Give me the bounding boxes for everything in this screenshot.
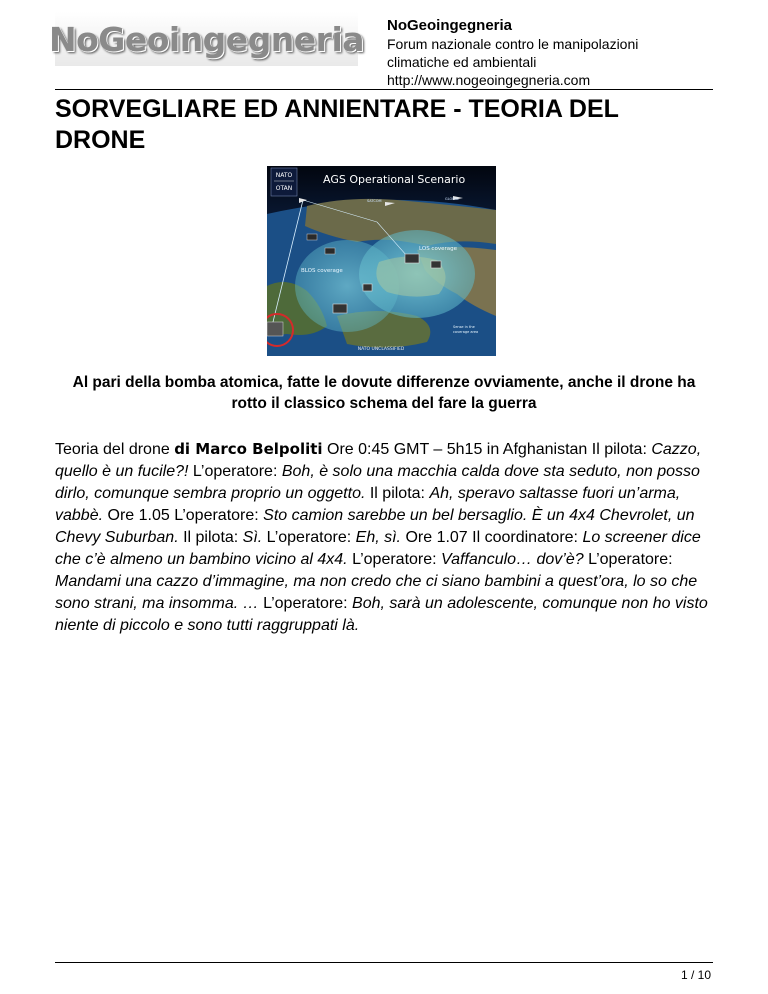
body-text: Ore 1.07 Il coordinatore:	[401, 529, 583, 546]
site-tagline-1: Forum nazionale contro le manipolazioni	[387, 36, 639, 52]
quote: Ah, speravo saltasse fuori un’arma, vabbè.	[55, 485, 681, 524]
quote: Sto camion sarebbe un bel bersaglio. È un 4x4 Chevrolet, un Chevy Suburban.	[55, 507, 695, 546]
figure-label-blos: BLOS coverage	[301, 268, 343, 274]
figure-label-los: LOS coverage	[419, 246, 457, 252]
body-text: L’operatore:	[188, 463, 282, 480]
body-text: L’operatore:	[258, 595, 353, 612]
quote: Cazzo, quello è un fucile?!	[55, 441, 702, 480]
footer-divider	[55, 962, 713, 963]
body-text: Ore 0:45 GMT – 5h15 in Afghanistan Il pilota:	[322, 441, 652, 458]
body-text: Il pilota:	[365, 485, 430, 502]
article-subtitle: Al pari della bomba atomica, fatte le dovute differenze ovviamente, anche il drone ha rotto il classico schema del fare la guerra	[72, 374, 696, 412]
quote: Vaffanculo… dov’è?	[441, 551, 584, 568]
article-title: SORVEGLIARE ED ANNIENTARE - TEORIA DEL DRONE	[55, 95, 619, 154]
body-text: Teoria del drone	[55, 441, 175, 458]
figure-corner-note-1: Sense in the	[453, 325, 475, 329]
quote: Mandami una cazzo d’immagine, ma non credo che ci siano bambini a quest’ora, lo so che sono strani, ma insomma. …	[55, 573, 698, 612]
header-divider	[55, 89, 713, 90]
site-name: NoGeoingegneria	[387, 17, 513, 34]
quote: Sì.	[242, 529, 263, 546]
quote: Eh, sì.	[355, 529, 401, 546]
figure-corner-note-2: coverage area	[453, 330, 479, 334]
page-number: 1 / 10	[680, 968, 711, 982]
figure-heading: AGS Operational Scenario	[323, 173, 466, 186]
body-text: L’operatore:	[347, 551, 442, 568]
body-text: Il pilota:	[178, 529, 243, 546]
quote: Lo screener dice che c’è almeno un bambino vicino al 4x4.	[55, 529, 701, 568]
site-tagline-2: climatiche ed ambientali	[387, 54, 537, 70]
site-info	[387, 16, 717, 89]
article-image	[267, 166, 496, 356]
nato-ags-scenario-image	[267, 166, 496, 356]
figure-label-sat1: SATCOM	[367, 199, 382, 203]
quote: Boh, è solo una macchia calda dove sta seduto, non posso dirlo, comunque sembra proprio un oggetto.	[55, 463, 700, 502]
site-logo[interactable]	[48, 12, 365, 66]
author-link[interactable]: di Marco Belpoliti	[174, 440, 323, 458]
quote: Boh, sarà un adolescente, comunque non ho visto niente di piccolo e sono tutti raggruppati là.	[55, 595, 708, 634]
site-url[interactable]: http://www.nogeoingegneria.com	[387, 72, 591, 88]
body-text: Ore 1.05 L’operatore:	[103, 507, 264, 524]
figure-label-sat2: GLOBAL	[445, 197, 460, 201]
figure-footer: NATO UNCLASSIFIED	[357, 347, 405, 352]
logo-text: NoGeoingegneria	[48, 19, 365, 59]
article-body	[55, 438, 720, 637]
figure-logo-top: NATO	[275, 172, 293, 179]
body-text: L’operatore:	[583, 551, 673, 568]
body-text: L’operatore:	[262, 529, 356, 546]
figure-logo-bottom: OTAN	[275, 185, 293, 192]
